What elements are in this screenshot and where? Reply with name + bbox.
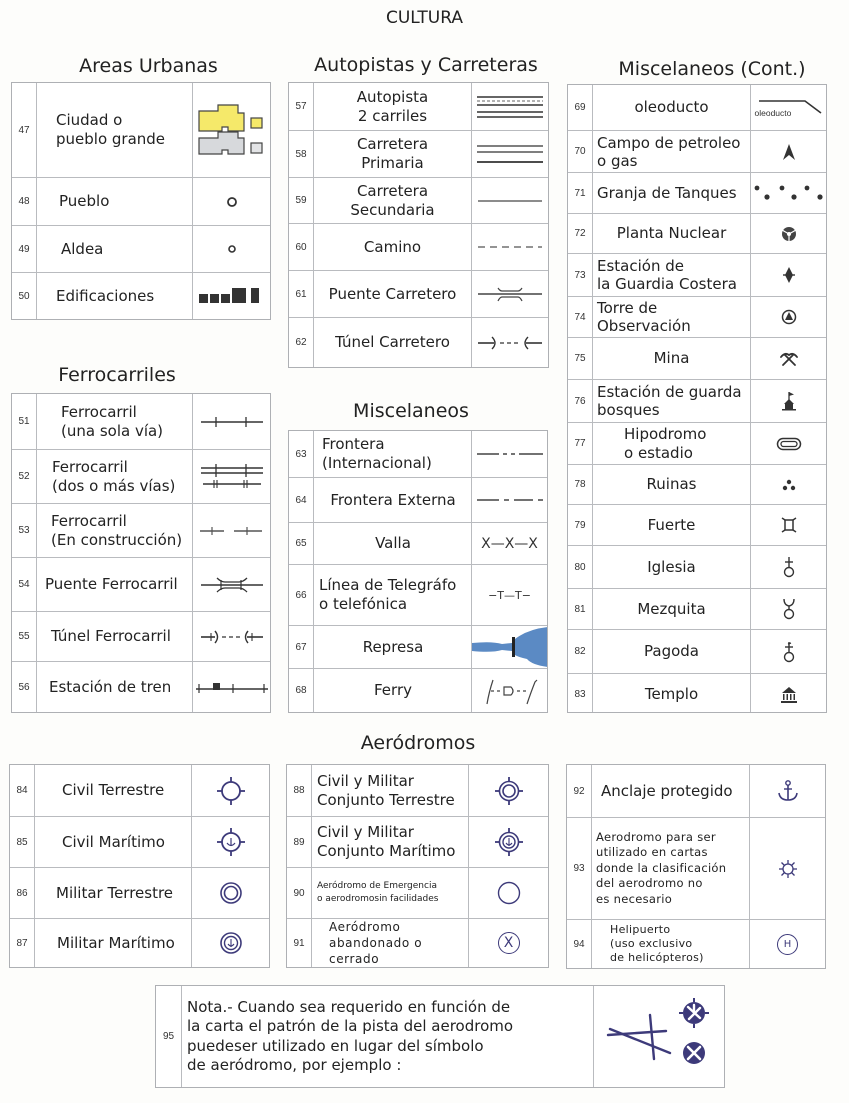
table-row bbox=[289, 431, 547, 477]
row-number: 70 bbox=[574, 146, 586, 157]
section-title-misc-cont: Miscelaneos (Cont.) bbox=[618, 58, 806, 80]
row-number: 67 bbox=[295, 641, 307, 653]
table-row bbox=[568, 213, 826, 253]
row-number: 87 bbox=[16, 937, 28, 949]
heliport-letter: H bbox=[777, 934, 798, 955]
table-row bbox=[289, 317, 548, 367]
row-number: 94 bbox=[573, 938, 585, 950]
row-label: Fuerte bbox=[647, 515, 696, 534]
row-label: Hipodromo o estadio bbox=[624, 424, 707, 462]
railway-construction-icon bbox=[193, 504, 270, 557]
row-label: Puente Carretero bbox=[328, 284, 457, 303]
table-row bbox=[12, 177, 270, 225]
row-label: Aldea bbox=[61, 239, 104, 258]
table-row bbox=[289, 668, 547, 712]
row-label: Frontera Externa bbox=[330, 490, 456, 509]
row-label: Aeródromo abandonado o cerrado bbox=[329, 920, 423, 966]
civil-land-aerodrome-icon bbox=[192, 765, 269, 816]
table-row bbox=[12, 661, 270, 712]
row-number: 63 bbox=[295, 448, 307, 460]
row-label: Túnel Ferrocarril bbox=[51, 627, 171, 645]
row-number: 86 bbox=[16, 887, 28, 899]
section-title-aerodromos: Aeródromos bbox=[360, 732, 476, 754]
row-label: Pagoda bbox=[644, 642, 699, 660]
row-number: 92 bbox=[573, 785, 585, 797]
row-number: 58 bbox=[295, 148, 307, 160]
row-label: Militar Terrestre bbox=[56, 883, 174, 902]
row-number: 61 bbox=[295, 288, 307, 300]
church-icon bbox=[751, 546, 826, 588]
row-label: Pueblo bbox=[59, 192, 110, 210]
row-number: 84 bbox=[16, 785, 28, 796]
row-label: Torre de Observación bbox=[597, 299, 691, 335]
stadium-icon bbox=[751, 423, 826, 464]
row-label: Autopista 2 carriles bbox=[356, 87, 429, 125]
table-row bbox=[287, 816, 548, 867]
row-number: 78 bbox=[574, 479, 586, 490]
road-bridge-icon bbox=[472, 271, 548, 317]
row-label: Ferry bbox=[374, 681, 412, 699]
row-number: 85 bbox=[16, 836, 28, 848]
row-label: Iglesia bbox=[647, 557, 696, 576]
table-row bbox=[568, 337, 826, 379]
row-label: Templo bbox=[644, 685, 699, 703]
row-label: Carretera Primaria bbox=[356, 135, 429, 172]
row-number: 79 bbox=[574, 519, 586, 531]
table-row bbox=[568, 253, 826, 296]
table-autopistas bbox=[288, 82, 549, 368]
row-number: 80 bbox=[574, 561, 586, 573]
row-label: Ferrocarril (una sola vía) bbox=[61, 402, 164, 440]
row-label: Civil y Militar Conjunto Marítimo bbox=[317, 823, 456, 860]
row-number: 71 bbox=[574, 187, 586, 199]
secondary-road-icon bbox=[472, 178, 548, 223]
row-number: 49 bbox=[18, 243, 30, 255]
row-label: Estación de la Guardia Costera bbox=[597, 257, 737, 293]
table-row bbox=[289, 625, 547, 668]
table-row bbox=[289, 477, 547, 522]
row-number: 88 bbox=[293, 785, 305, 796]
table-row bbox=[568, 296, 826, 337]
row-number: 54 bbox=[18, 579, 30, 590]
pipeline-icon bbox=[751, 85, 826, 130]
row-label: Valla bbox=[375, 534, 411, 552]
row-label: Militar Marítimo bbox=[57, 933, 175, 952]
mine-icon bbox=[751, 338, 826, 379]
row-number: 81 bbox=[574, 603, 586, 615]
table-row bbox=[12, 557, 270, 611]
joint-water-aerodrome-icon bbox=[469, 817, 548, 867]
row-number: 55 bbox=[18, 631, 30, 642]
row-number: 90 bbox=[293, 887, 305, 899]
row-label: Ferrocarril (En construcción) bbox=[51, 511, 183, 549]
row-label: Campo de petroleo o gas bbox=[597, 133, 741, 170]
table-row bbox=[10, 816, 269, 867]
table-row bbox=[568, 464, 826, 504]
row-number: 64 bbox=[295, 494, 307, 506]
tank-farm-icon bbox=[751, 173, 826, 213]
table-row bbox=[568, 588, 826, 629]
table-row bbox=[289, 522, 547, 564]
row-number: 48 bbox=[18, 196, 30, 207]
road-tunnel-icon bbox=[472, 318, 548, 367]
row-label: Civil Marítimo bbox=[62, 832, 165, 851]
row-label: Represa bbox=[362, 637, 424, 656]
row-number: 75 bbox=[574, 353, 586, 364]
lookout-tower-icon bbox=[751, 297, 826, 337]
military-water-aerodrome-icon bbox=[192, 919, 269, 967]
village-circle-icon bbox=[193, 226, 270, 272]
row-number: 47 bbox=[18, 124, 30, 136]
row-number: 93 bbox=[573, 863, 585, 874]
rail-tunnel-icon bbox=[193, 612, 270, 661]
table-aerodromos-left bbox=[9, 764, 270, 968]
pipeline-icon-label: oleoducto bbox=[754, 107, 792, 118]
oil-field-icon bbox=[751, 131, 826, 172]
joint-land-aerodrome-icon bbox=[469, 765, 548, 816]
fence-icon: X—X—X bbox=[481, 535, 538, 552]
highway-icon bbox=[472, 83, 548, 130]
section-title-ferrocarriles: Ferrocarriles bbox=[58, 364, 176, 386]
table-miscelaneos bbox=[288, 430, 548, 713]
page-title: CULTURA bbox=[385, 8, 464, 28]
pagoda-icon bbox=[751, 630, 826, 673]
rail-bridge-icon bbox=[193, 558, 270, 611]
table-row bbox=[567, 919, 825, 968]
abandoned-aerodrome-x: X bbox=[498, 932, 520, 954]
table-row bbox=[12, 83, 270, 177]
row-number: 53 bbox=[18, 525, 30, 536]
anchorage-icon bbox=[750, 765, 825, 817]
table-row bbox=[289, 223, 548, 270]
row-number: 69 bbox=[574, 102, 586, 113]
temple-icon bbox=[751, 674, 826, 715]
row-label: Ferrocarril (dos o más vías) bbox=[52, 457, 176, 495]
row-number: 73 bbox=[574, 269, 586, 281]
row-number: 56 bbox=[18, 681, 30, 693]
row-number: 72 bbox=[574, 228, 586, 239]
table-row bbox=[567, 817, 825, 919]
emergency-aerodrome-icon bbox=[469, 868, 548, 918]
row-number: 57 bbox=[295, 101, 307, 112]
table-row bbox=[568, 673, 826, 715]
buildings-icon bbox=[193, 273, 270, 319]
row-label: Ruinas bbox=[646, 475, 697, 493]
table-row bbox=[10, 867, 269, 918]
row-label: Ciudad o pueblo grande bbox=[56, 111, 166, 148]
section-title-areas-urbanas: Areas Urbanas bbox=[79, 55, 218, 77]
table-row bbox=[568, 504, 826, 545]
table-row bbox=[568, 545, 826, 588]
row-number: 76 bbox=[574, 395, 586, 407]
row-label: Edificaciones bbox=[56, 286, 155, 305]
fort-icon bbox=[751, 505, 826, 545]
runway-pattern-icon bbox=[594, 986, 724, 1087]
town-circle-icon bbox=[193, 178, 270, 225]
row-label: Anclaje protegido bbox=[601, 781, 733, 800]
row-number: 62 bbox=[295, 337, 307, 348]
table-aerodromos-middle bbox=[286, 764, 549, 968]
ranger-station-icon bbox=[751, 380, 826, 422]
row-label: Frontera (Internacional) bbox=[322, 435, 432, 472]
telegraph-line-icon: −T—T− bbox=[488, 588, 531, 602]
table-row bbox=[568, 172, 826, 213]
table-misc-cont bbox=[567, 84, 827, 713]
row-label: Estación de guarda bosques bbox=[597, 383, 742, 419]
table-row bbox=[568, 379, 826, 422]
table-row bbox=[12, 449, 270, 503]
table-row bbox=[568, 85, 826, 130]
table-row bbox=[568, 130, 826, 172]
ruins-icon bbox=[751, 465, 826, 504]
nuclear-icon bbox=[751, 214, 826, 253]
table-row bbox=[568, 629, 826, 673]
table-ferrocarriles bbox=[11, 393, 271, 713]
table-row bbox=[156, 986, 724, 1087]
city-blocks-icon bbox=[193, 83, 270, 177]
row-number: 91 bbox=[293, 937, 305, 949]
heliport-icon bbox=[750, 920, 825, 968]
row-label: Civil Terrestre bbox=[62, 781, 165, 799]
row-number: 82 bbox=[574, 646, 586, 657]
row-label: Carretera Secundaria bbox=[350, 181, 435, 219]
table-row bbox=[289, 564, 547, 625]
row-label: Camino bbox=[363, 237, 422, 256]
international-border-icon bbox=[472, 431, 547, 477]
table-row bbox=[12, 225, 270, 272]
row-label: Granja de Tanques bbox=[597, 184, 737, 202]
table-row bbox=[289, 83, 548, 130]
table-row bbox=[12, 272, 270, 319]
trail-dashed-icon bbox=[472, 224, 548, 270]
row-number: 60 bbox=[295, 241, 307, 253]
train-station-icon bbox=[193, 662, 270, 712]
table-row bbox=[12, 394, 270, 449]
unclassified-aerodrome-icon bbox=[750, 818, 825, 919]
row-label: Aerodromo para ser utilizado en cartas donde la clasificación del aerodromo no es necesario bbox=[596, 829, 727, 906]
row-label: Línea de Telegráfo o telefónica bbox=[319, 576, 457, 613]
row-label: Estación de tren bbox=[49, 677, 172, 696]
primary-road-icon bbox=[472, 131, 548, 177]
civil-water-aerodrome-icon bbox=[192, 817, 269, 867]
row-number: 65 bbox=[295, 538, 307, 549]
table-row bbox=[568, 422, 826, 464]
section-title-autopistas: Autopistas y Carreteras bbox=[314, 54, 538, 76]
row-label: Aeródromo de Emergencia o aerodromosin facilidades bbox=[317, 881, 439, 904]
table-row bbox=[287, 765, 548, 816]
table-areas-urbanas bbox=[11, 82, 271, 320]
table-row bbox=[287, 867, 548, 918]
table-nota bbox=[155, 985, 725, 1088]
row-label: Mezquita bbox=[637, 599, 706, 618]
row-number: 66 bbox=[295, 589, 307, 601]
table-row bbox=[289, 177, 548, 223]
nota-text: Nota.- Cuando sea requerido en función de la carta el patrón de la pista del aerodromo puedeser utilizado en lugar del símbolo de aeródromo, por ejemplo : bbox=[187, 997, 514, 1074]
military-land-aerodrome-icon bbox=[192, 868, 269, 918]
abandoned-aerodrome-icon bbox=[469, 919, 548, 967]
row-number: 89 bbox=[293, 836, 305, 848]
railway-single-icon bbox=[193, 394, 270, 449]
table-row bbox=[12, 611, 270, 661]
railway-double-icon bbox=[193, 450, 270, 503]
mosque-icon bbox=[751, 589, 826, 629]
table-row bbox=[10, 765, 269, 816]
row-number: 52 bbox=[18, 471, 30, 482]
section-title-miscelaneos: Miscelaneos bbox=[353, 400, 469, 422]
row-label: oleoducto bbox=[634, 98, 709, 116]
coast-guard-icon bbox=[751, 254, 826, 296]
row-label: Helipuerto (uso exclusivo de helicópteros) bbox=[610, 923, 704, 964]
row-label: Mina bbox=[653, 349, 690, 367]
row-number: 51 bbox=[18, 416, 30, 427]
row-number: 83 bbox=[574, 689, 586, 700]
table-row bbox=[12, 503, 270, 557]
row-label: Civil y Militar Conjunto Terrestre bbox=[317, 771, 455, 809]
table-row bbox=[287, 918, 548, 967]
table-row bbox=[289, 130, 548, 177]
row-number: 68 bbox=[295, 685, 307, 696]
row-label: Túnel Carretero bbox=[335, 333, 450, 351]
table-row bbox=[567, 765, 825, 817]
row-number: 59 bbox=[295, 195, 307, 206]
table-row bbox=[289, 270, 548, 317]
row-number: 77 bbox=[574, 438, 586, 449]
ferry-icon bbox=[472, 669, 547, 712]
row-number: 95 bbox=[162, 1031, 175, 1042]
table-aerodromos-right bbox=[566, 764, 826, 969]
row-number: 50 bbox=[18, 290, 30, 302]
row-label: Planta Nuclear bbox=[616, 224, 727, 242]
dam-icon bbox=[472, 626, 547, 668]
row-label: Puente Ferrocarril bbox=[45, 575, 178, 593]
table-row bbox=[10, 918, 269, 967]
row-number: 74 bbox=[574, 311, 586, 323]
external-border-icon bbox=[472, 478, 547, 522]
